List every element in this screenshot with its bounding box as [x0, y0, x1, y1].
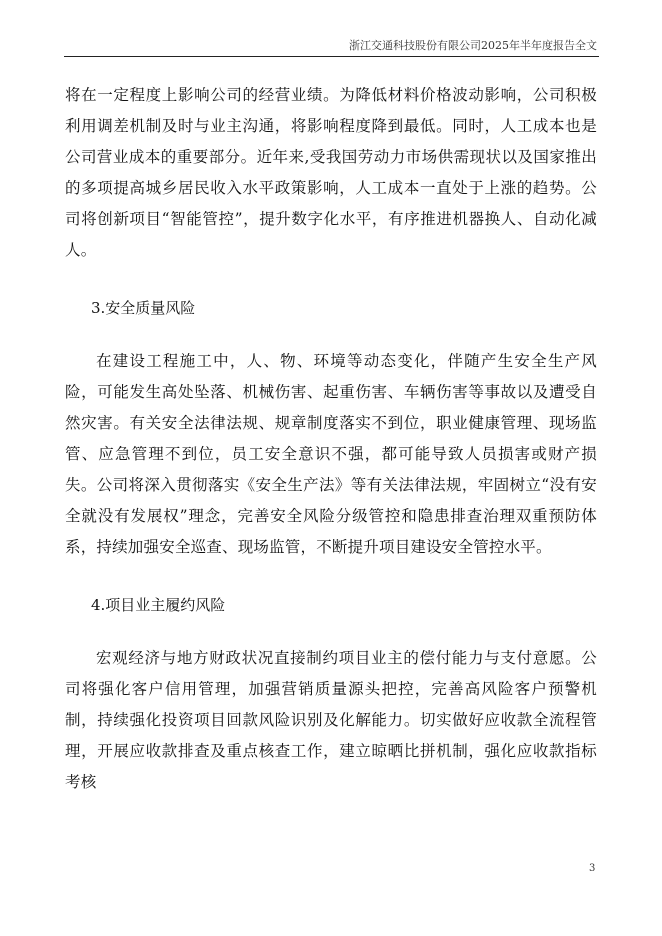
page-number: 3 [589, 863, 596, 874]
section-heading-owner-performance-risk: 4.项目业主履约风险 [91, 596, 226, 614]
report-header-title: 浙江交通科技股份有限公司2025年半年度报告全文 [349, 39, 597, 52]
safety-quality-risk-paragraph: 在建设工程施工中，人、物、环境等动态变化，伴随产生安全生产风险，可能发生高处坠落、机械伤害、起重伤害、车辆伤害等事故以及遭受自然灾害。有关安全法律法规、规章制度落实不到位，职业健康管理、现场监管、应急管理不到位，员工安全意识不强，都可能导致人员损害或财产损失。公司将深入贯彻落实《安全生产法》等有关法律法规，牢固树立“没有安全就没有发展权”理念，完善安全风险分级管控和隐患排查治理双重预防体系，持续加强安全巡查、现场监管，不断提升项目建设安全管控水平。 [65, 352, 597, 556]
header-divider [64, 56, 599, 57]
document-body [65, 80, 597, 798]
owner-performance-risk-paragraph: 宏观经济与地方财政状况直接制约项目业主的偿付能力与支付意愿。公司将强化客户信用管理，加强营销质量源头把控，完善高风险客户预警机制，持续强化投资项目回款风险识别及化解能力。切实做好应收款全流程管理，开展应收款排查及重点核查工作，建立晾晒比拼机制，强化应收款指标考核 [65, 649, 597, 791]
section-heading-safety-quality-risk: 3.安全质量风险 [91, 299, 196, 317]
intro-paragraph: 将在一定程度上影响公司的经营业绩。为降低材料价格波动影响，公司积极利用调差机制及时与业主沟通，将影响程度降到最低。同时，人工成本也是公司营业成本的重要部分。近年来,受我国劳动力市场供需现状以及国家推出的多项提高城乡居民收入水平政策影响，人工成本一直处于上涨的趋势。公司将创新项目“智能管控”，提升数字化水平，有序推进机器换人、自动化减人。 [65, 86, 597, 259]
